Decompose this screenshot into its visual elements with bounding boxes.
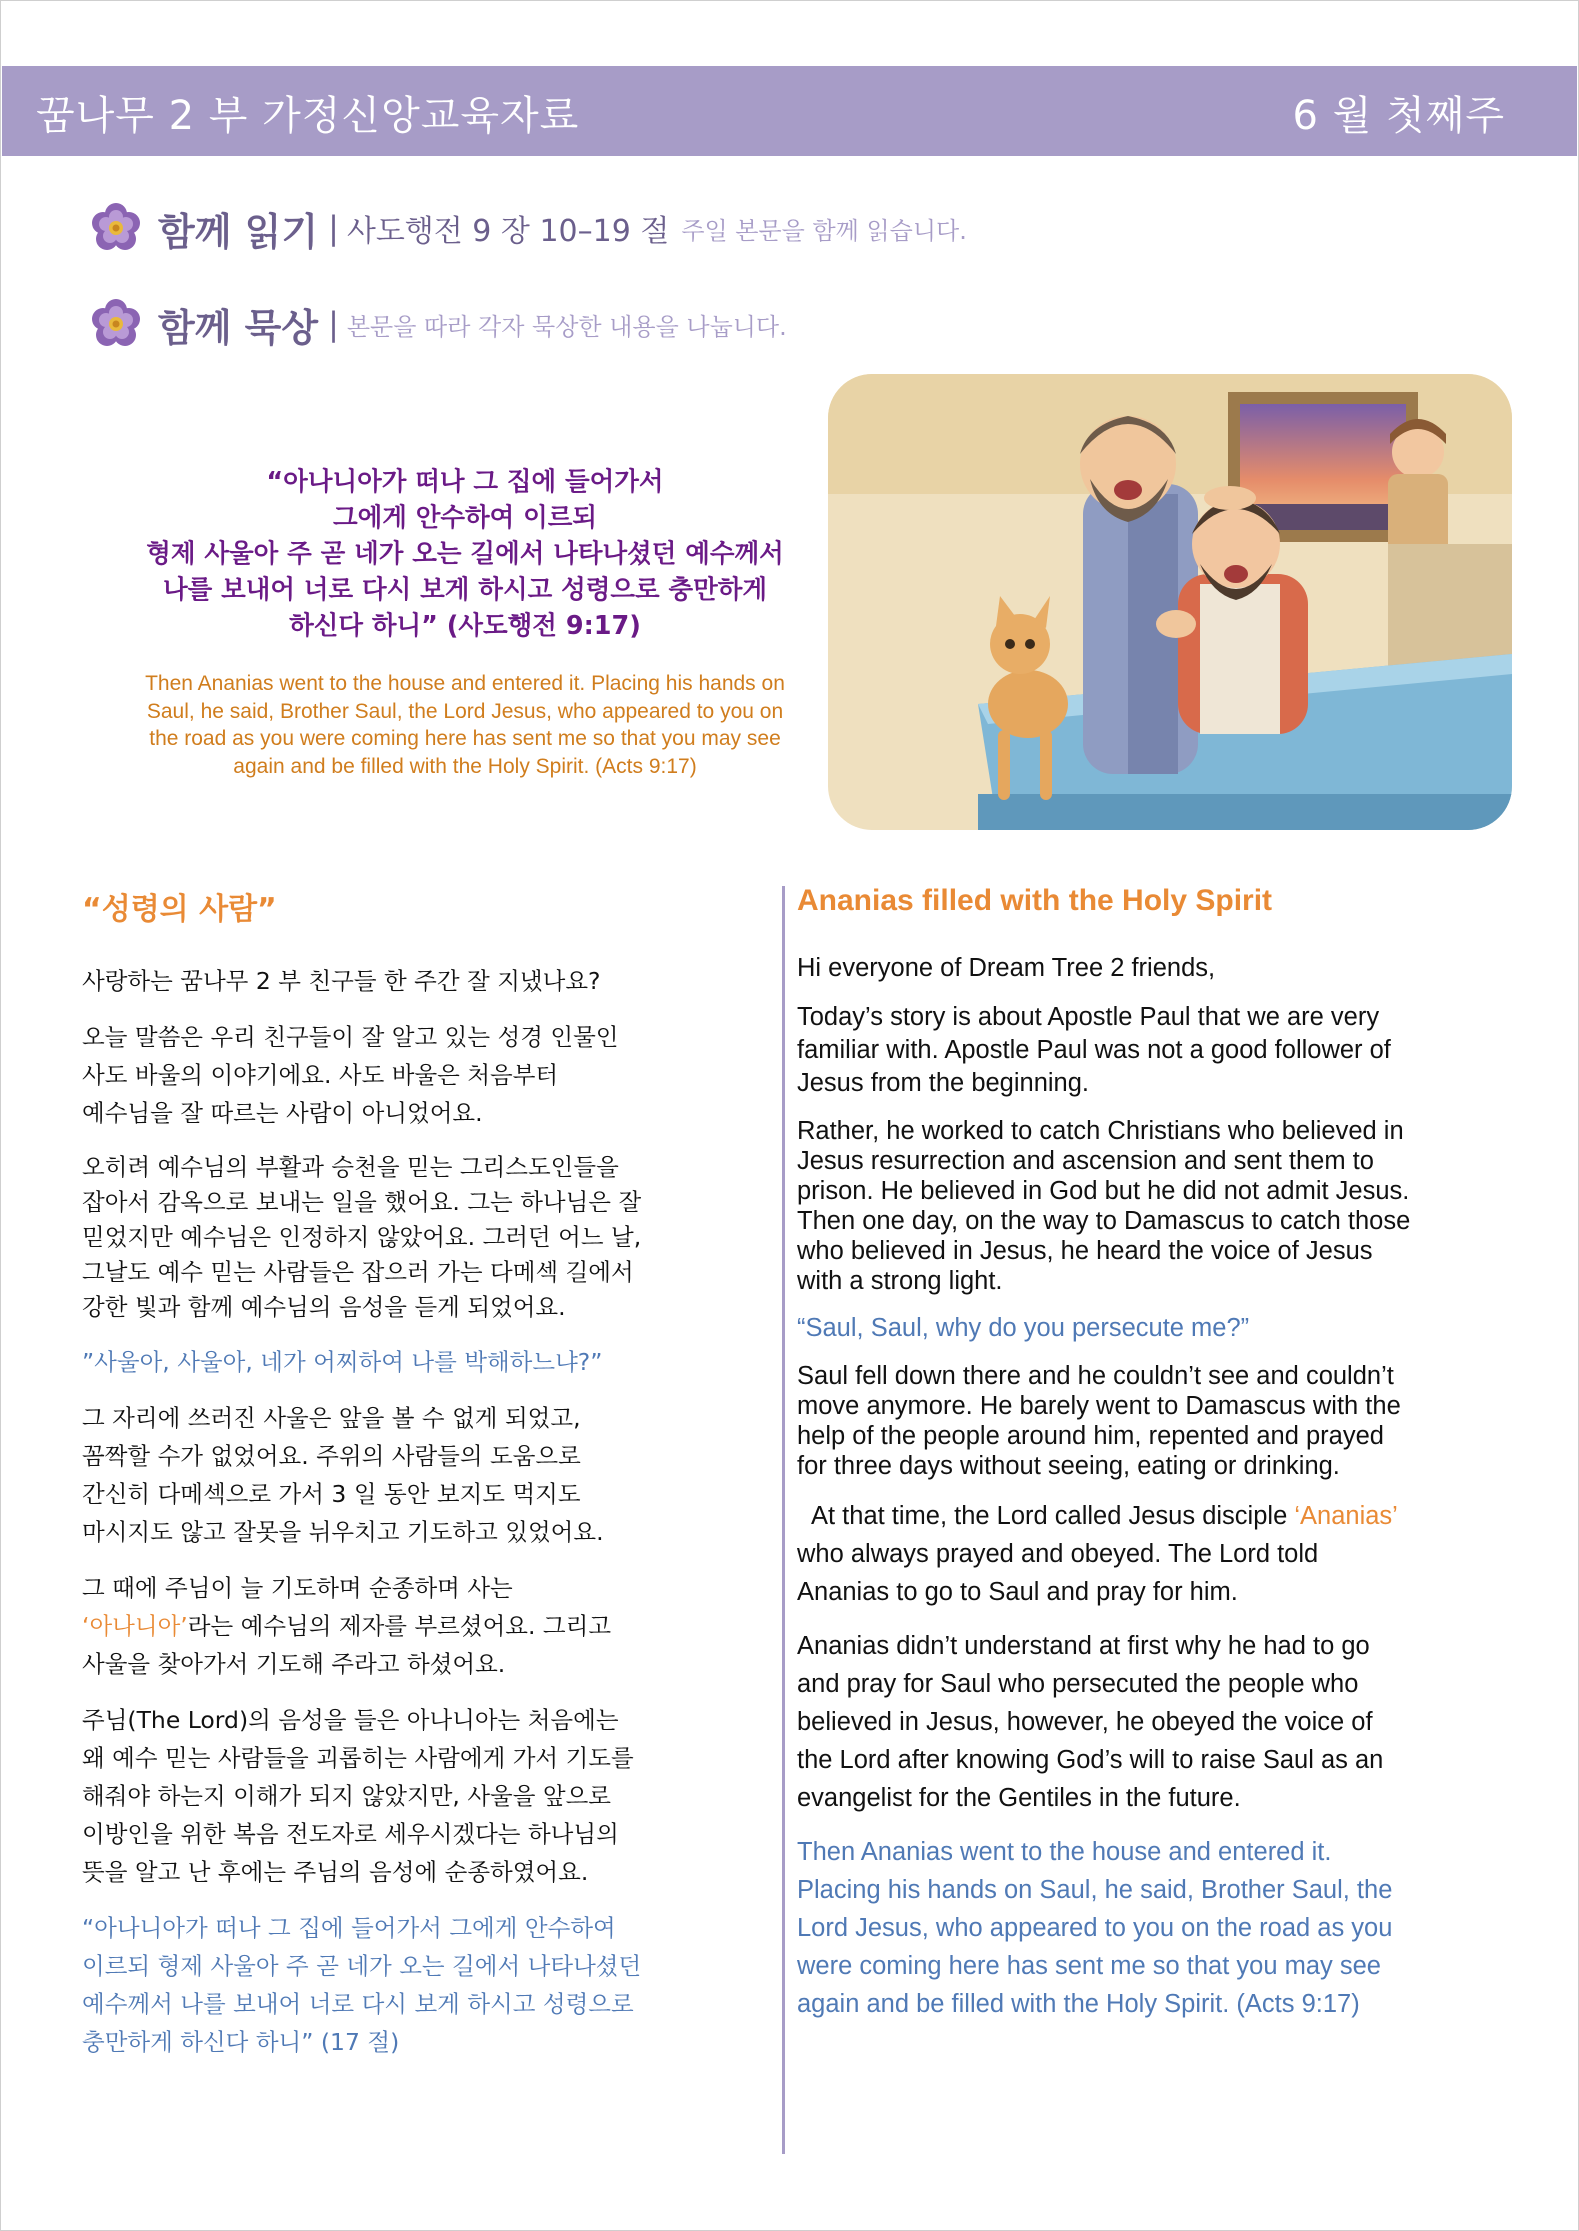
english-paragraph: Today’s story is about Apostle Paul that we are very familiar with. Apostle Paul was not a good follower of Jesus from the beginning. [797,1003,1391,1097]
column-divider [782,886,785,2154]
korean-paragraph: 그 자리에 쓰러진 사울은 앞을 볼 수 없게 되었고, 꼼짝할 수가 없었어요. 주위의 사람들의 도움으로 간신히 다메섹으로 가서 3 일 동안 보지도 먹지도 마시지도 않고 잘못을 뉘우치고 기도하고 있었어요. [82,1404,604,1546]
english-paragraph: Hi everyone of Dream Tree 2 friends, [797,954,1216,982]
english-column [797,884,1497,2039]
meditation-note: 본문을 따라 각자 묵상한 내용을 나눕니다. [346,312,787,341]
reading-reference: 사도행전 9 장 10–19 절 [346,214,670,249]
english-quote: Then Ananias went to the house and entered it. Placing his hands on Saul, he said, Brother Saul, the Lord Jesus, who appeared to you on the road as you were coming here has sent me so that you may see again and be filled with the Holy Spirit. (Acts 9:17) [797,1838,1393,2018]
korean-paragraph: 주님(The Lord)의 음성을 들은 아나니아는 처음에는 왜 예수 믿는 사람들을 괴롭히는 사람에게 가서 기도를 해줘야 하는지 이해가 되지 않았지만, 사울을 앞으로 이방인을 위한 복음 전도자로 세우시겠다는 하나님의 뜻을 알고 난 후에는 주님의 음성에 순종하였어요. [82,1706,634,1886]
highlight-name: ‘아나니아’ [82,1612,188,1640]
korean-column [82,884,762,2079]
korean-paragraph: 사랑하는 꿈나무 2 부 친구들 한 주간 잘 지냈나요? [82,967,601,995]
korean-paragraph: 오히려 예수님의 부활과 승천을 믿는 그리스도인들을 잡아서 감옥으로 보내는 일을 했어요. 그는 하나님은 잘 믿었지만 예수님은 인정하지 않았어요. 그러던 어느 날, 그날도 예수 믿는 사람들은 잡으러 가는 다메섹 길에서 강한 빛과 함께 예수님의 음성을 듣게 되었어요. [82,1153,642,1321]
english-paragraph: Ananias didn’t understand at first why he had to go and pray for Saul who persecuted the people who believed in Jesus, however, he obeyed the voice of the Lord after knowing God’s will to raise Saul as an evangelist for the Gentiles in the future. [797,1632,1384,1812]
flower-icon [88,296,144,352]
reading-title: 함께 읽기 [158,209,319,254]
english-paragraph: At that time, the Lord called Jesus disciple ‘Ananias’ who always prayed and obeyed. The Lord told Ananias to go to Saul and pray for him. [797,1502,1398,1606]
illustration [828,374,1512,830]
header-week: 6 월 첫째주 [1292,93,1505,139]
meditation-title: 함께 묵상 [158,305,319,350]
memory-verse-korean: “아나니아가 떠나 그 집에 들어가서 그에게 안수하여 이르되 형제 사울아 주 곧 네가 오는 길에서 나타나셨던 예수께서 나를 보내어 너로 다시 보게 하시고 성령으로 충만하게 하신다 하니” (사도행전 9:17) [146,467,784,641]
flower-icon [88,200,144,256]
ananias-saul-illustration [828,374,1512,830]
header-band [2,66,1577,156]
korean-quote: ”사울아, 사울아, 네가 어찌하여 나를 박해하느냐?” [82,1348,603,1376]
memory-verse-english: Then Ananias went to the house and entered it. Placing his hands on Saul, he said, Brother Saul, the Lord Jesus, who appeared to you on the road as you were coming here has sent me so that you may see again and be filled with the Holy Spirit. (Acts 9:17) [145,672,785,778]
english-paragraph: Saul fell down there and he couldn’t see and couldn’t move anymore. He barely went to Damascus with the help of the people around him, repented and prayed for three days without seeing, eating or drinking. [797,1362,1401,1480]
separator: | [328,305,339,343]
english-paragraph: Rather, he worked to catch Christians who believed in Jesus resurrection and ascension and sent them to prison. He believed in God but he did not admit Jesus. Then one day, on the way to Damascus to catch those who believed in Jesus, he heard the voice of Jesus with a strong light. [797,1117,1411,1295]
reading-note: 주일 본문을 함께 읽습니다. [681,216,967,245]
korean-paragraph: 그 때에 주님이 늘 기도하며 순종하며 사는 ‘아나니아’라는 예수님의 제자를 부르셨어요. 그리고 사울을 찾아가서 기도해 주라고 하셨어요. [82,1574,612,1678]
korean-paragraph: 오늘 말씀은 우리 친구들이 잘 알고 있는 성경 인물인 사도 바울의 이야기에요. 사도 바울은 처음부터 예수님을 잘 따르는 사람이 아니었어요. [82,1023,619,1127]
highlight-name: ‘Ananias’ [1294,1502,1398,1530]
korean-quote: “아나니아가 떠나 그 집에 들어가서 그에게 안수하여 이르되 형제 사울아 주 곧 네가 오는 길에서 나타나셨던 예수께서 나를 보내어 너로 다시 보게 하시고 성령으로 충만하게 하신다 하니” (17 절) [82,1914,642,2056]
header-title: 꿈나무 2 부 가정신앙교육자료 [36,93,580,139]
korean-title: “성령의 사람” [82,892,277,927]
separator: | [328,209,339,247]
meditation-row [88,292,787,356]
english-quote: “Saul, Saul, why do you persecute me?” [797,1314,1250,1342]
english-title: Ananias filled with the Holy Spirit [797,884,1273,917]
reading-row [88,196,967,260]
